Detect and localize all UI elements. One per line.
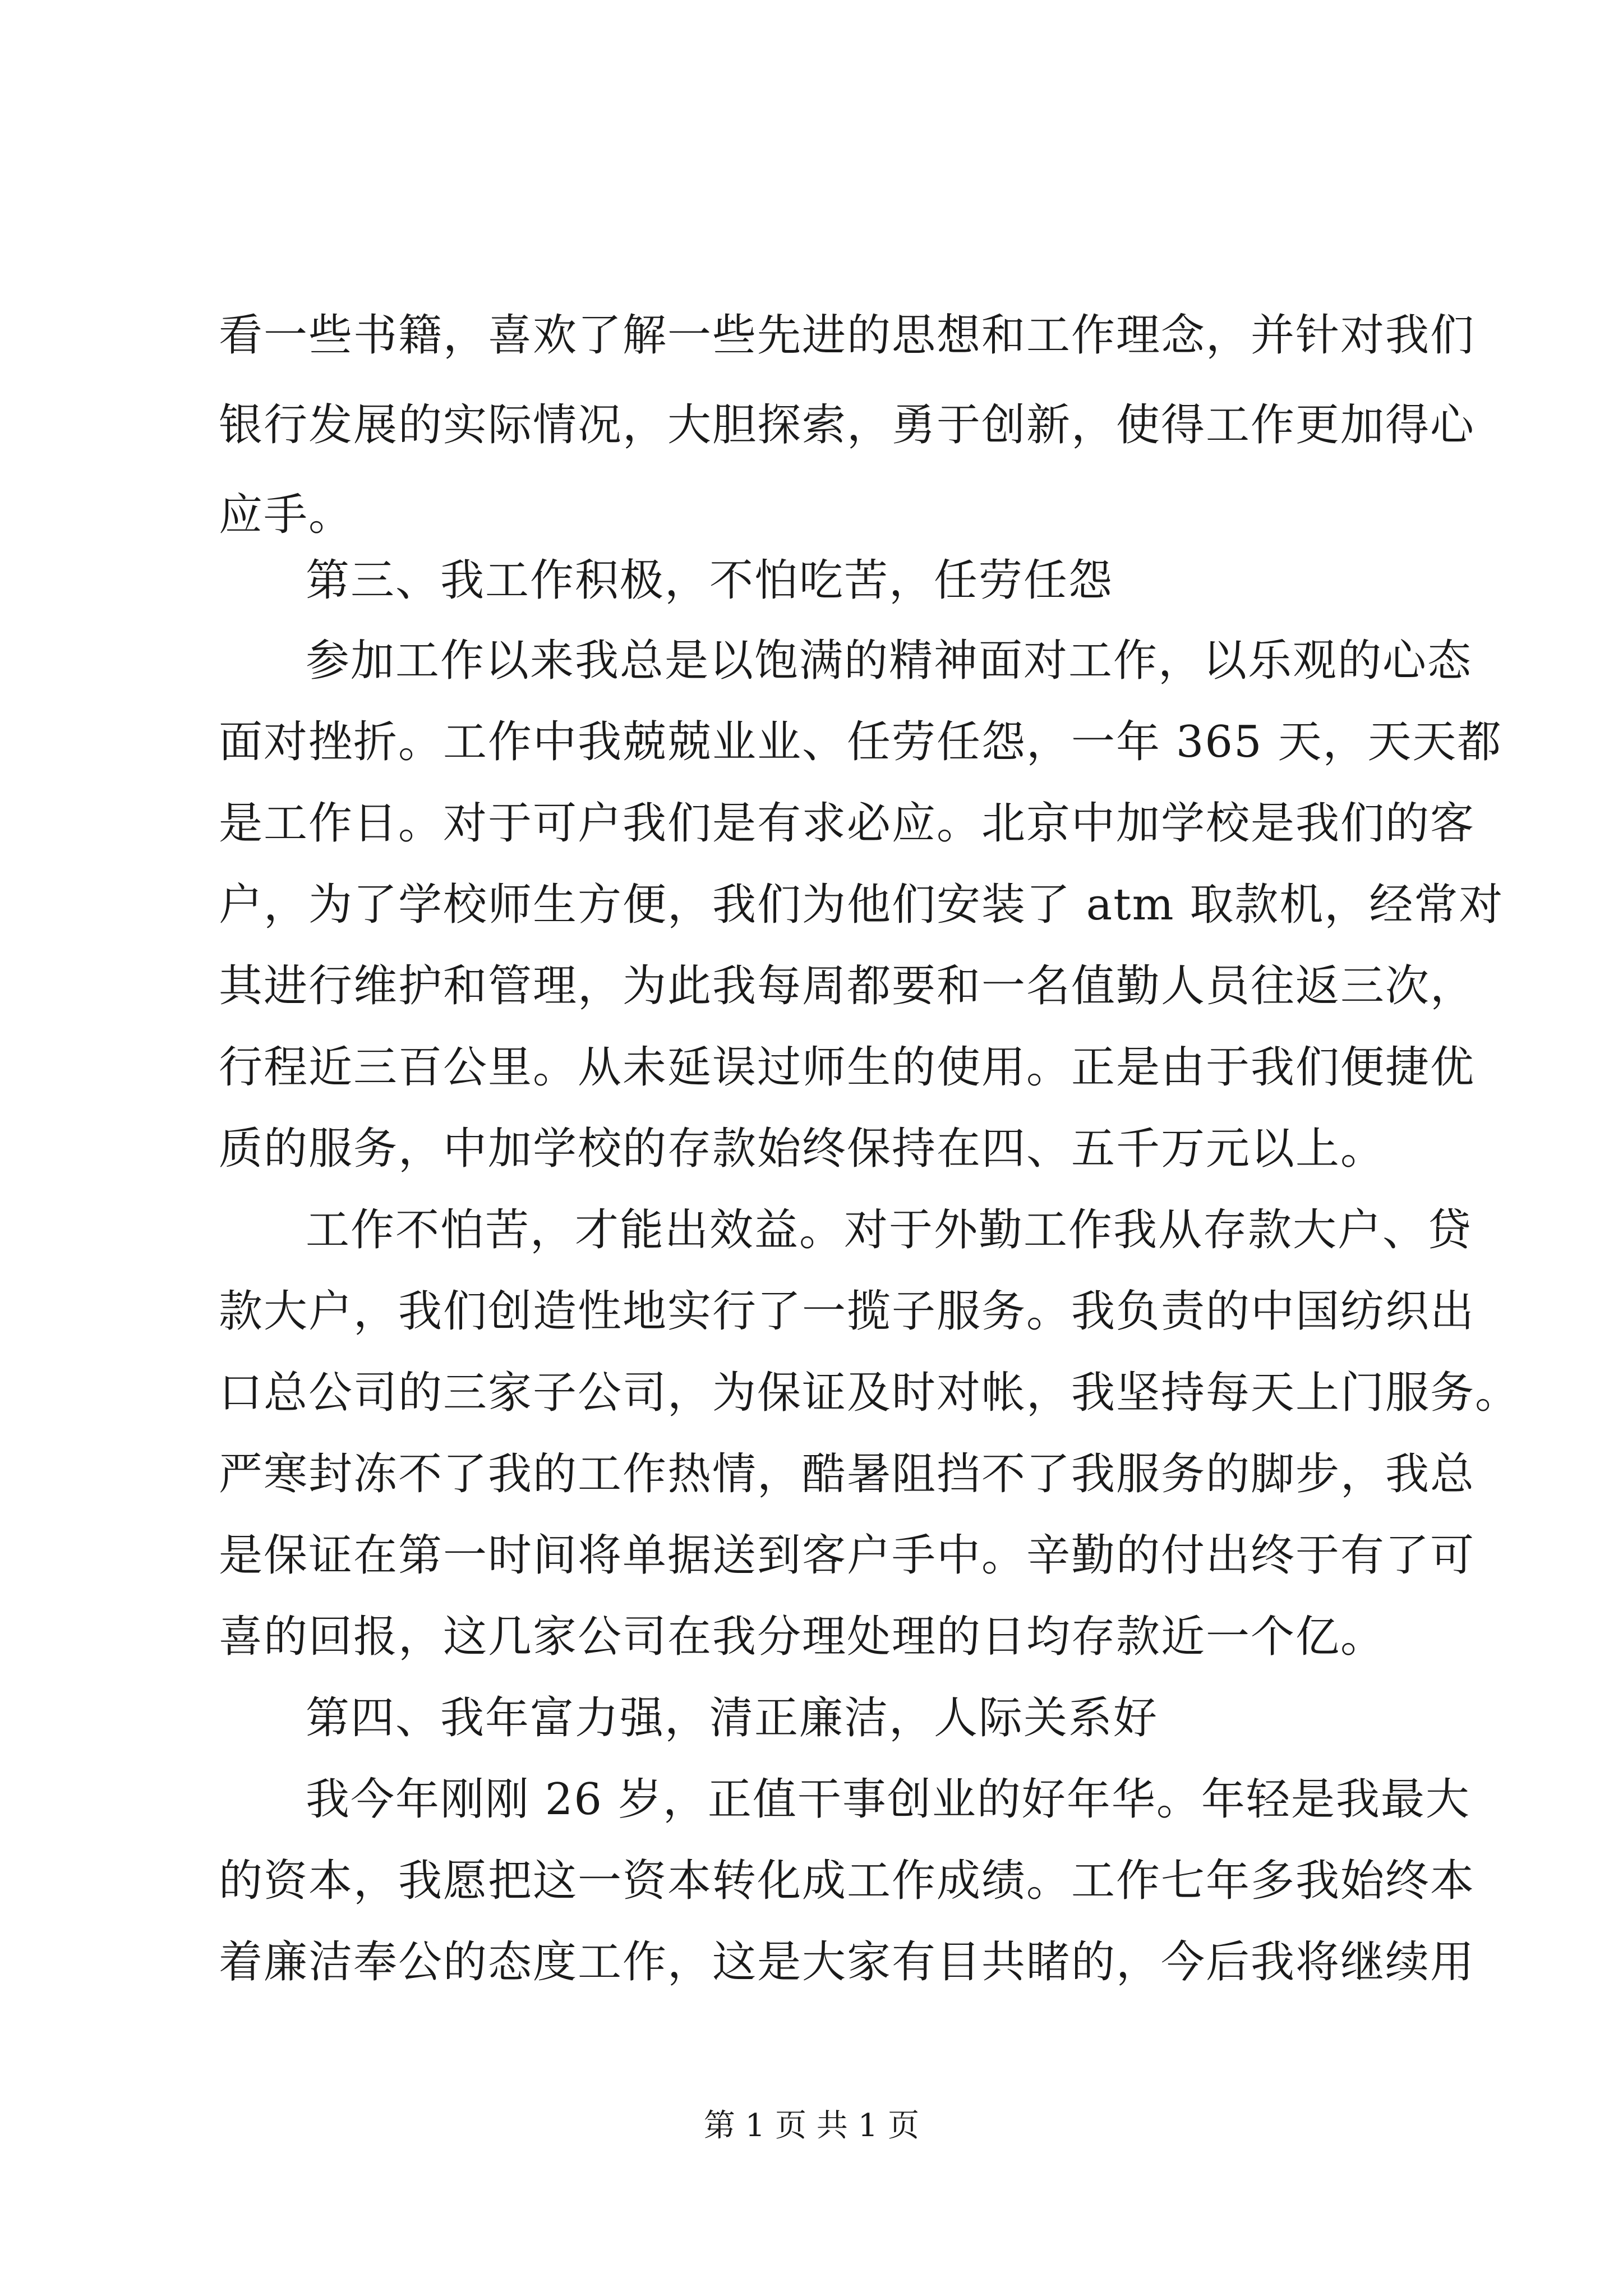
paragraph-line: 严寒封冻不了我的工作热情，酷暑阻挡不了我服务的脚步，我总 xyxy=(219,1449,1476,1499)
paragraph-line: 应手。 xyxy=(219,490,354,540)
paragraph-line: 行程近三百公里。从未延误过师生的使用。正是由于我们便捷优 xyxy=(219,1042,1476,1093)
paragraph-line: 着廉洁奉公的态度工作，这是大家有目共睹的，今后我将继续用 xyxy=(219,1937,1476,1987)
paragraph-line: 的资本，我愿把这一资本转化成工作成绩。工作七年多我始终本 xyxy=(219,1856,1476,1906)
page-footer: 第 1 页 共 1 页 xyxy=(703,2108,920,2144)
paragraph-line: 是工作日。对于可户我们是有求必应。北京中加学校是我们的客 xyxy=(219,798,1476,849)
paragraph-line: 口总公司的三家子公司，为保证及时对帐，我坚持每天上门服务。 xyxy=(219,1368,1520,1418)
paragraph-line: 是保证在第一时间将单据送到客户手中。辛勤的付出终于有了可 xyxy=(219,1530,1476,1581)
paragraph-line: 工作不怕苦，才能出效益。对于外勤工作我从存款大户、贷 xyxy=(306,1205,1473,1255)
paragraph-line: 面对挫折。工作中我兢兢业业、任劳任怨，一年 365 天，天天都 xyxy=(219,717,1502,767)
paragraph-line: 户，为了学校师生方便，我们为他们安装了 atm 取款机，经常对 xyxy=(219,880,1504,930)
section-heading: 第四、我年富力强，清正廉洁，人际关系好 xyxy=(306,1693,1159,1743)
paragraph-line: 我今年刚刚 26 岁，正值干事创业的好年华。年轻是我最大 xyxy=(306,1774,1470,1825)
paragraph-line: 其进行维护和管理，为此我每周都要和一名值勤人员往返三次， xyxy=(219,961,1476,1011)
paragraph-line: 质的服务，中加学校的存款始终保持在四、五千万元以上。 xyxy=(219,1124,1386,1174)
paragraph-line: 款大户，我们创造性地实行了一揽子服务。我负责的中国纺织出 xyxy=(219,1286,1476,1337)
paragraph-line: 喜的回报，这几家公司在我分理处理的日均存款近一个亿。 xyxy=(219,1612,1386,1662)
paragraph-line: 银行发展的实际情况，大胆探索，勇于创新，使得工作更加得心 xyxy=(219,400,1476,450)
paragraph-line: 参加工作以来我总是以饱满的精神面对工作，以乐观的心态 xyxy=(306,636,1473,686)
section-heading: 第三、我工作积极，不怕吃苦，任劳任怨 xyxy=(306,555,1114,606)
paragraph-line: 看一些书籍，喜欢了解一些先进的思想和工作理念，并针对我们 xyxy=(219,310,1476,361)
